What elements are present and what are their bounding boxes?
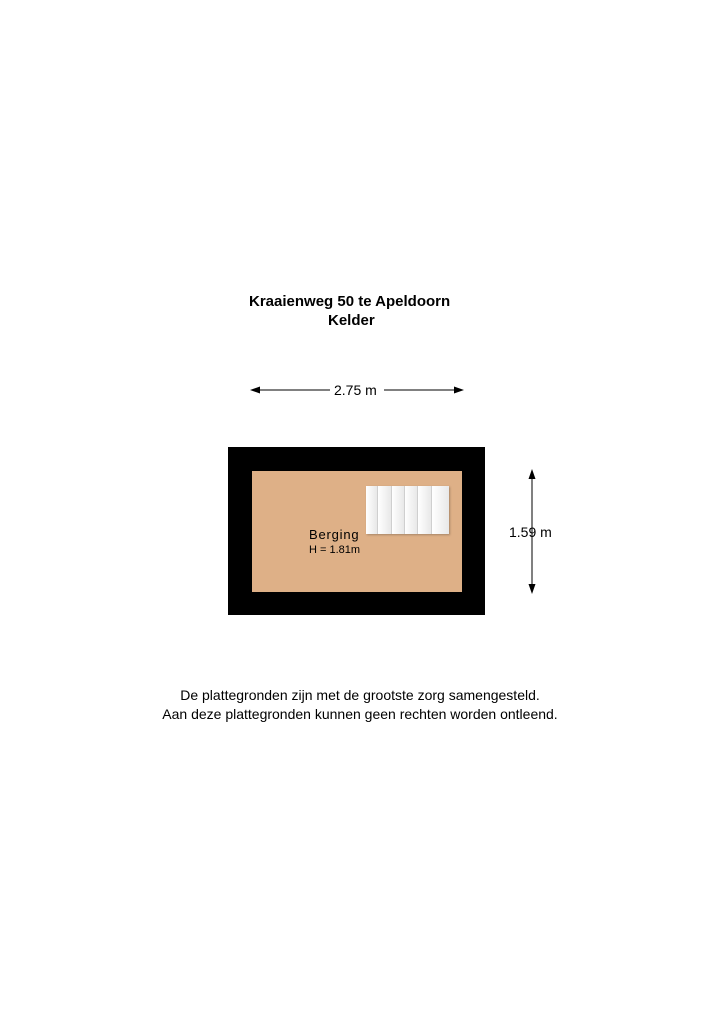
plan-title-floor: Kelder (328, 312, 375, 329)
disclaimer-line-2: Aan deze plattegronden kunnen geen rechten worden ontleend. (162, 706, 558, 722)
plan-title-address: Kraaienweg 50 te Apeldoorn (249, 293, 451, 310)
stair-step (405, 486, 418, 534)
dimension-width-label: 2.75 m (334, 382, 377, 398)
dimension-height-label: 1.59 m (509, 524, 552, 540)
staircase-icon (366, 486, 449, 534)
disclaimer-line-1: De plattegronden zijn met de grootste zorg samengesteld. (180, 687, 540, 703)
room-name-label: Berging (309, 527, 360, 542)
stair-step (378, 486, 391, 534)
stair-step (432, 486, 449, 534)
stair-step (392, 486, 405, 534)
stair-step (418, 486, 431, 534)
stair-step (366, 486, 378, 534)
room-height-label: H = 1.81m (309, 544, 361, 556)
